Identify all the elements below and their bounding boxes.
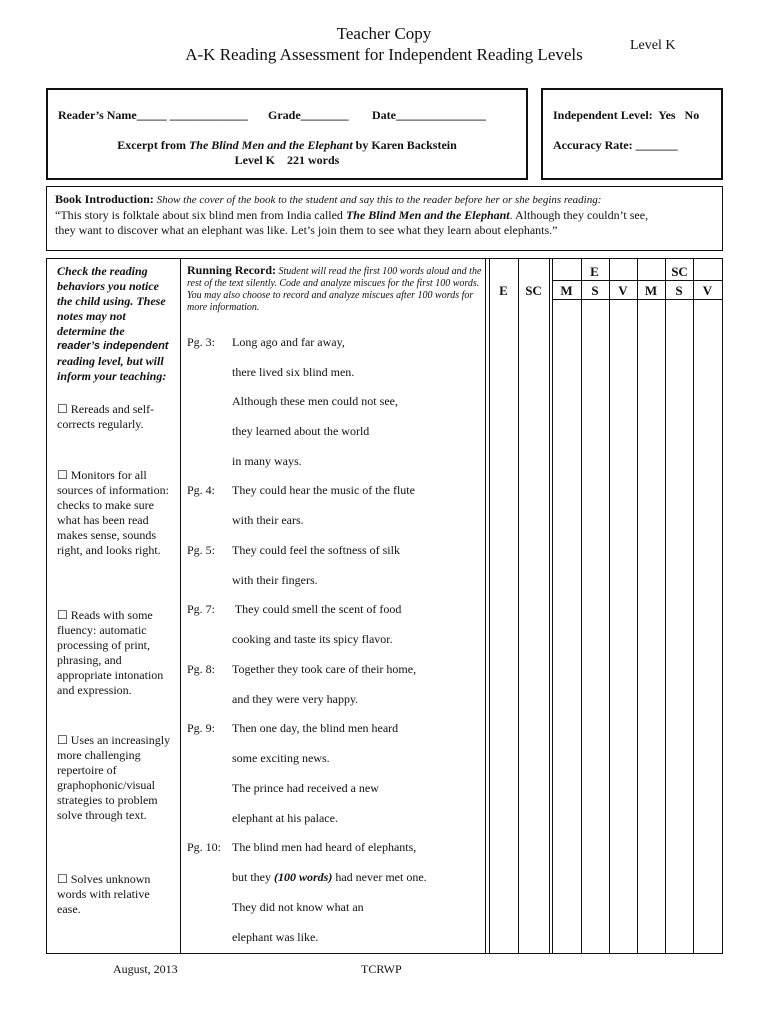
page-subtitle: A-K Reading Assessment for Independent Reading Levels	[185, 45, 583, 64]
page-number: Pg. 10:	[187, 840, 222, 854]
header-divider	[552, 280, 722, 281]
header-divider	[552, 299, 722, 300]
excerpt-title: The Blind Men and the Elephant	[188, 138, 353, 152]
level-info-box	[541, 88, 723, 180]
text-line: They could smell the scent of food	[232, 602, 402, 616]
book-intro-instruction-text: Show the cover of the book to the student and say this to the reader before her or she begins reading:	[153, 194, 602, 206]
reader-info-box	[46, 88, 528, 180]
text-line: and they were very happy.	[232, 692, 359, 706]
divider	[693, 259, 694, 953]
text-line: Long ago and far away,	[232, 335, 345, 349]
page-number: Pg. 8:	[187, 662, 216, 676]
behaviors-heading-1: Check the reading behaviors you notice the child using. These notes may not determine the	[57, 264, 166, 338]
behaviors-heading	[57, 264, 175, 384]
text-after-marker: had never met one.	[332, 870, 427, 884]
text-line: they learned about the world	[232, 424, 370, 438]
book-intro-label: Book Introduction:	[55, 192, 154, 206]
running-record-heading	[187, 264, 487, 314]
text-line: They could hear the music of the flute	[232, 483, 415, 497]
page-number: Pg. 7:	[187, 602, 216, 616]
level-words: Level K 221 words	[234, 153, 340, 167]
page-number: Pg. 9:	[187, 721, 216, 735]
behaviors-heading-2: reader’s independent	[57, 340, 169, 352]
footer-date: August, 2013	[113, 962, 178, 976]
m-column-header: M	[644, 283, 658, 298]
s-column-header: S	[591, 283, 599, 298]
v-column-header: V	[618, 283, 628, 298]
text-line-100-words	[232, 870, 427, 885]
behavior-item-monitors[interactable]: ☐ Monitors for all sources of information: checks to make sure what has been read makes sense, sounds right, and looks right.	[57, 468, 169, 557]
running-record-table	[46, 258, 723, 954]
page-title: Teacher Copy	[336, 24, 432, 43]
footer-org: TCRWP	[361, 962, 402, 976]
divider	[489, 259, 490, 953]
quote-part2: . Although they couldn’t see,	[509, 208, 649, 222]
text-line: elephant was like.	[232, 930, 319, 944]
independent-level-field[interactable]: Independent Level: Yes No	[553, 108, 700, 122]
text-line: Then one day, the blind men heard	[232, 721, 399, 735]
text-line: Although these men could not see,	[232, 394, 398, 408]
text-line: in many ways.	[232, 454, 302, 468]
grade-field[interactable]: Grade________	[268, 108, 349, 122]
text-line: some exciting news.	[232, 751, 330, 765]
text-line: there lived six blind men.	[232, 365, 355, 379]
v-column-header: V	[702, 283, 713, 298]
text-line: elephant at his palace.	[232, 811, 338, 825]
behavior-item-fluency[interactable]: ☐ Reads with some fluency: automatic processing of print, phrasing, and appropriate intonation and expression.	[57, 608, 164, 697]
page-number: Pg. 3:	[187, 335, 216, 349]
divider	[549, 259, 550, 953]
readers-name-field[interactable]: Reader’s Name_____ _____________	[58, 108, 248, 122]
running-record-label: Running Record:	[187, 263, 277, 277]
divider	[518, 259, 519, 953]
e-column-header: E	[499, 283, 508, 298]
quote-part1: “This story is folktale about six blind men from India called	[55, 208, 346, 222]
s-column-header: S	[675, 283, 683, 298]
excerpt-prefix: Excerpt from	[117, 138, 189, 152]
m-column-header: M	[560, 283, 573, 298]
date-field[interactable]: Date_______________	[372, 108, 486, 122]
hundred-words-marker: (100 words)	[274, 870, 333, 884]
divider	[609, 259, 610, 953]
text-line: They could feel the softness of silk	[232, 543, 400, 557]
book-introduction-box	[46, 186, 723, 251]
text-line: They did not know what an	[232, 900, 364, 914]
divider	[581, 259, 582, 953]
running-record-instruction: Student will read the first 100 words aloud and the rest of the text silently. Code and analyze miscues for the first 100 words. You may also choose to record and analyze miscues after 100 words for more information.	[187, 266, 482, 313]
divider	[180, 259, 181, 953]
divider	[552, 259, 553, 953]
text-line: with their fingers.	[232, 573, 318, 587]
page-number: Pg. 4:	[187, 483, 216, 497]
text-line: The blind men had heard of elephants,	[232, 840, 417, 854]
divider	[637, 259, 638, 953]
excerpt-author: by Karen Backstein	[352, 138, 457, 152]
behavior-item-repertoire[interactable]: ☐ Uses an increasingly more challenging repertoire of graphophonic/visual strategies to problem solve through text.	[57, 733, 171, 822]
book-intro-quote	[55, 208, 720, 238]
page-number: Pg. 5:	[187, 543, 216, 557]
sc-group-header: SC	[671, 264, 688, 279]
book-intro-instruction	[55, 193, 715, 207]
quote-title: The Blind Men and the Elephant	[345, 208, 510, 222]
behavior-item-solves-words[interactable]: ☐ Solves unknown words with relative ease.	[57, 872, 151, 916]
text-line: with their ears.	[232, 513, 304, 527]
sc-column-header: SC	[525, 283, 542, 298]
e-group-header: E	[590, 264, 599, 279]
behavior-item-rereads[interactable]: ☐ Rereads and self-corrects regularly.	[57, 402, 155, 431]
divider	[485, 259, 486, 953]
text-line: Together they took care of their home,	[232, 662, 417, 676]
accuracy-rate-field[interactable]: Accuracy Rate: _______	[553, 138, 678, 152]
text-line: cooking and taste its spicy flavor.	[232, 632, 393, 646]
divider	[665, 259, 666, 953]
level-label: Level K	[630, 38, 676, 53]
text-line: The prince had received a new	[232, 781, 379, 795]
excerpt-line	[48, 138, 526, 153]
quote-line2: they want to discover what an elephant was like. Let’s join them to see what they learn about elephants.”	[55, 223, 558, 237]
behaviors-heading-3: reading level, but will inform your teaching:	[57, 354, 167, 383]
text-before-marker: but they	[232, 870, 274, 884]
